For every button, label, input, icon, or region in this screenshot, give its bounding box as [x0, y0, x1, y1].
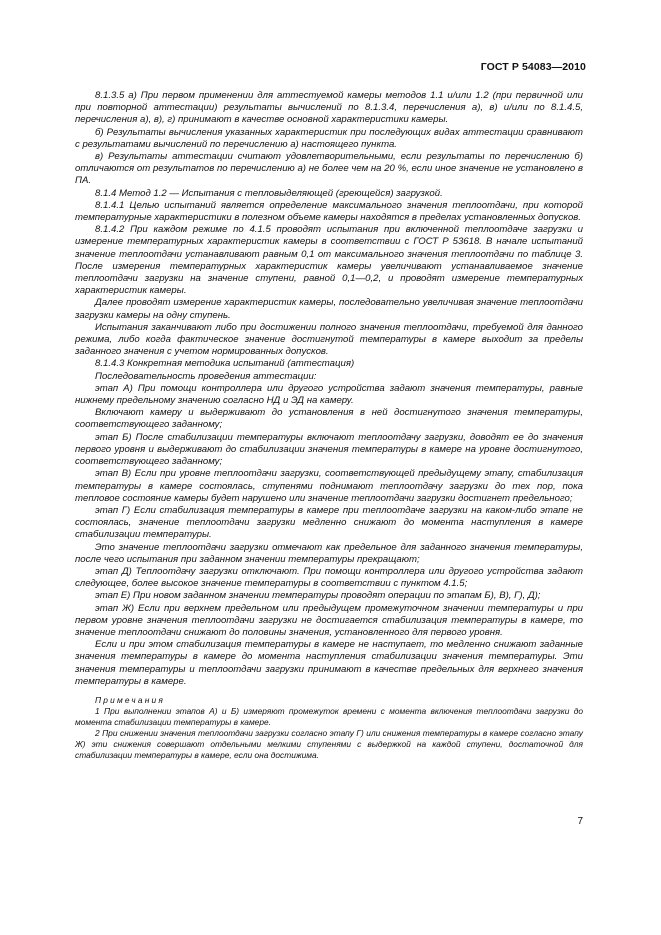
paragraph-8-1-4-3: 8.1.4.3 Конкретная методика испытаний (аттестация)	[95, 358, 355, 370]
paragraph-stage-a-cont: Включают камеру и выдерживают до установления в ней достигнутого значения температуры, соответствующего заданному;	[75, 407, 583, 431]
paragraph-stage-d: этап Д) Теплоотдачу загрузки отключают. При помощи контроллера или другого устройства задают следующее, более высокое значение температуры в соответствии с пунктом 4.1.5;	[75, 565, 583, 590]
notes-title: Примечания	[95, 694, 166, 705]
notes-section	[75, 695, 583, 761]
paragraph-8-1-3-5-a: 8.1.3.5 а) При первом применении для аттестуемой камеры методов 1.1 и/или 1.2 (при первичной или при повторной аттестации) результаты вычислений по 8.1.3.4, перечисления а), в) и/или по 8.1.4.5, перечисления а), в), г) принимают в качестве основной характеристики камеры.	[75, 90, 583, 126]
paragraph-stage-v: этап В) Если при уровне теплоотдачи загрузки, соответствующей предыдущему этапу, стабилизация температуры в камере состоялась, ступенями поднимают теплоотдачу загрузки до тех пор, пока тепловое состояние камеры будет нарушено или значение теплоотдачи загрузки достигнет предельного;	[75, 468, 583, 504]
paragraph-stage-g: этап Г) Если стабилизация температуры в камере при теплоотдаче загрузки на каком-либо этапе не состоялась, значение теплоотдачи загрузки медленно снижают до момента наступления в камере стабилизации температуры.	[75, 504, 583, 541]
document-number-header: ГОСТ Р 54083—2010	[480, 61, 586, 73]
note-item-2: 2 При снижении значения теплоотдачи загрузки согласно этапу Г) или снижения температуры в камере согласно этапу Ж) эти снижения совершают отдельными мелкими ступенями с выдержкой на каждой ступени, достаточной для стабилизации температуры в камере, если она достижима.	[75, 727, 583, 760]
note-item-1: 1 При выполнении этапов А) и Б) измеряют промежуток времени с момента включения теплоотдачи загрузки до момента стабилизации температуры в камере.	[75, 705, 583, 727]
page-number: 7	[577, 816, 583, 827]
paragraph-stage-e: этап Е) При новом заданном значении температуры проводят операции по этапам Б), В), Г), Д);	[95, 590, 541, 602]
paragraph-stage-zh-cont: Если и при этом стабилизация температуры в камере не наступает, то медленно снижают заданные значения температуры в камере до момента наступления стабилизации значения температуры. Эти значения температуры и теплоотдачи загрузки принимают в качестве предельных для верхнего значения температуры в камере.	[75, 639, 583, 687]
paragraph-test-end: Испытания заканчивают либо при достижении полного значения теплоотдачи, требуемой для данного режима, либо когда фактическое значение достигнутой температуры в камере выходит за пределы заданного значения с учетом нормированных допусков.	[75, 321, 583, 358]
paragraph-stage-a: этап А) При помощи контроллера или другого устройства задают значения температуры, равные нижнему предельному значению согласно НД и ЭД на камеру.	[75, 382, 583, 407]
paragraph-8-1-4: 8.1.4 Метод 1.2 — Испытания с тепловыделяющей (греющейся) загрузкой.	[95, 187, 443, 199]
paragraph-stage-g-cont: Это значение теплоотдачи загрузки отмечают как предельное для заданного значения температуры, после чего испытания при заданном значении температуры прекращают;	[75, 541, 583, 565]
document-body	[75, 90, 583, 761]
paragraph-stage-zh: этап Ж) Если при верхнем предельном или предыдущем промежуточном значении температуры и при первом уровне значения теплоотдачи загрузки не достигается стабилизация температуры в камере, то значение теплоотдачи снижают до половины значения, установленного для первого уровня.	[75, 602, 583, 638]
paragraph-8-1-4-1: 8.1.4.1 Целью испытаний является определение максимального значения теплоотдачи, при которой температурные характеристики в полезном объеме камеры находятся в пределах установленных допусков.	[75, 199, 583, 224]
paragraph-sequence: Последовательность проведения аттестации:	[95, 370, 317, 382]
paragraph-8-1-3-5-c: в) Результаты аттестации считают удовлетворительными, если результаты по перечислению б) отличаются от результатов по перечислению а) не более чем на 20 %, если иное значение не установлено в ПА.	[75, 151, 583, 187]
paragraph-stage-b: этап Б) После стабилизации температуры включают теплоотдачу загрузки, доводят ее до значения первого уровня и выдерживают до стабилизации значения температуры в камере на уровне достигнутого, соответствующего заданному;	[75, 431, 583, 468]
paragraph-8-1-3-5-b: б) Результаты вычисления указанных характеристик при последующих видах аттестации сравнивают с результатами вычислений по перечислению а) настоящего пункта.	[75, 126, 583, 150]
paragraph-8-1-4-2: 8.1.4.2 При каждом режиме по 4.1.5 проводят испытания при включенной теплоотдаче загрузки и измерение температурных характеристик камеры в соответствии с ГОСТ Р 53618. В начале испытаний значение теплоотдачи устанавливают равным 0,1 от максимального значения теплоотдачи по таблице 3. После измерения температурных характеристик камеры увеличивают устанавливаемое значение теплоотдачи загрузки на значение ступени, равной 0,1—0,2, и проводят измерение температурных характеристик камеры.	[75, 224, 583, 297]
paragraph-next-measurement: Далее проводят измерение характеристик камеры, последовательно увеличивая значение теплоотдачи загрузки камеры на одну ступень.	[75, 297, 583, 321]
